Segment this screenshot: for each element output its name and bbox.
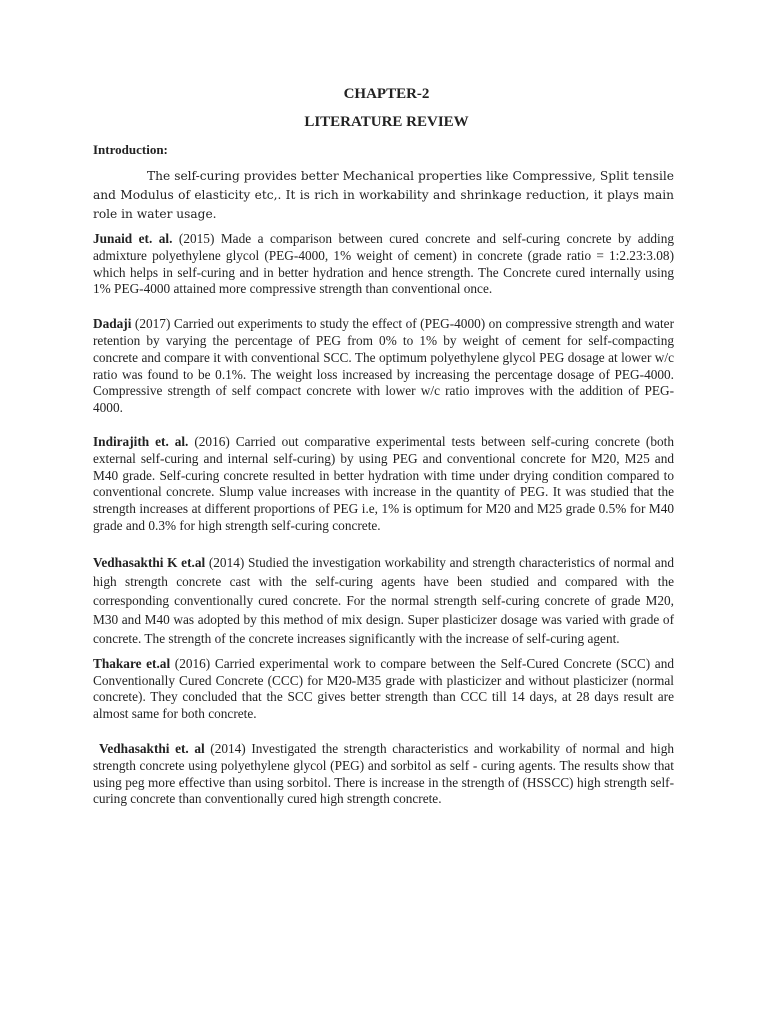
entry-author: Vedhasakthi et. al	[99, 740, 205, 756]
entry-author: Dadaji	[93, 316, 132, 332]
review-entry-thakare	[93, 656, 674, 723]
review-entry-junaid	[93, 231, 674, 298]
review-entry-indirajith	[93, 434, 674, 535]
introduction-heading: Introduction:	[93, 142, 168, 157]
entry-text: (2015) Made a comparison between cured concrete and self-curing concrete by adding admixture polyethylene glycol (PEG-4000, 1% weight of cement) in concrete (grade ratio = 1:2.23:3.08) which helps in self-curing and in better hydration and hence strength. The Concrete cured internally using 1% PEG-4000 attained more compressive strength than conventional once.	[93, 231, 674, 297]
review-entry-dadaji	[93, 316, 674, 417]
entry-author: Vedhasakthi K et.al	[93, 554, 206, 570]
entry-text: (2014) Studied the investigation workability and strength characteristics of normal and high strength concrete cast with the self-curing agents have been studied and compared with the corresponding conventionally cured concrete. For the normal strength self-curing concrete of grade M20, M30 and M40 was adopted by this method of mix design. Super plasticizer dosage was varied with grade of concrete. The strength of the concrete increases significantly with the increase of self-curing agent.	[93, 554, 675, 646]
review-entry-vedhasakthi	[93, 741, 674, 808]
entry-text: (2017) Carried out experiments to study the effect of (PEG-4000) on compressive strength and water retention by varying the percentage of PEG from 0% to 1% by weight of cement for self-compacting concrete and compare it with conventional SCC. The optimum polyethylene glycol PEG dosage at lower w/c ratio was found to be 0.1%. The weight loss increased by increasing the percentage dosage of PEG-4000. Compressive strength of self compact concrete with lower w/c ratio improves with the addition of PEG-4000.	[93, 316, 674, 416]
introduction-paragraph: The self-curing provides better Mechanical properties like Compressive, Split tensile and Modulus of elasticity etc,. It is rich in workability and shrinkage reduction, it plays main role in water usage.	[93, 169, 674, 221]
chapter-heading: CHAPTER-2	[343, 86, 430, 102]
document-page	[93, 86, 674, 808]
entry-text: (2016) Carried out comparative experimental tests between self-curing concrete (both external self-curing and internal self-curing) by using PEG and conventional concrete for M20, M25 and M40 grade. Self-curing concrete resulted in better hydration with time under drying condition compared to conventional concrete. Slump value increases with increase in the quantity of PEG. It was studied that the strength increases at different proportions of PEG i.e, 1% is optimum for M20 and M25 grade 0.5% for M40 grade and 0.3% for high strength self-curing concrete.	[93, 433, 674, 533]
entry-author: Indirajith et. al.	[93, 433, 189, 449]
entry-author: Thakare et.al	[93, 655, 171, 671]
entry-text: (2014) Investigated the strength characteristics and workability of normal and high strength concrete using polyethylene glycol (PEG) and sorbitol as self - curing agents. The results show that using peg more effective than using sorbitol. There is increase in the strength of (HSSCC) high strength self-curing concrete than conventionally cured high strength concrete.	[93, 740, 674, 807]
entry-author: Junaid et. al.	[93, 231, 173, 246]
review-entry-vedhasakthi-k	[93, 553, 674, 648]
entry-text: (2016) Carried experimental work to compare between the Self-Cured Concrete (SCC) and Conventionally Cured Concrete (CCC) for M20-M35 grade with plasticizer and without plasticizer (normal concrete). They concluded that the SCC gives better strength than CCC till 14 days, at 28 days result are almost same for both concrete.	[93, 655, 674, 722]
page-title: LITERATURE REVIEW	[304, 114, 469, 130]
